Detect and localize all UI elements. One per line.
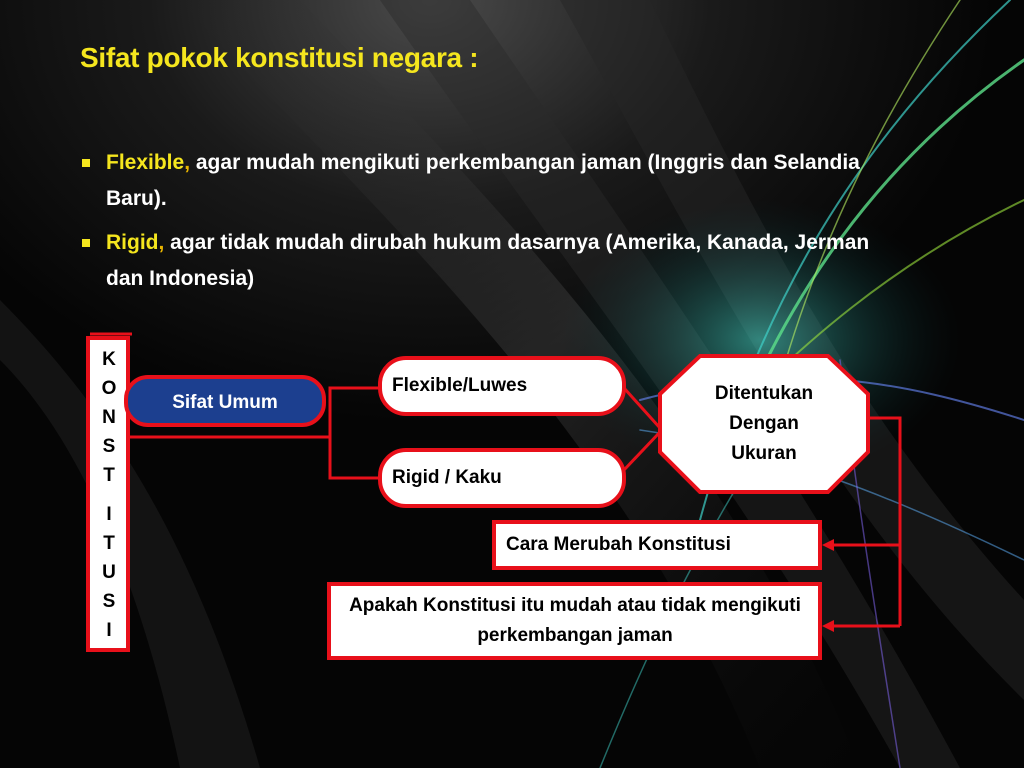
konstitusi-letter: U: [102, 562, 116, 583]
rigid-label: Rigid / Kaku: [392, 467, 502, 488]
apakah-label: Apakah Konstitusi itu mudah atau tidak mengikuti perkembangan jaman: [349, 595, 801, 646]
sifat-umum-label: Sifat Umum: [172, 392, 278, 413]
connector-rigid-octagon: [624, 432, 660, 470]
konstitusi-letter: T: [103, 533, 115, 554]
konstitusi-letter: S: [102, 591, 116, 612]
konstitusi-letter: I: [106, 620, 112, 641]
ditentukan-label: Ditentukan Dengan Ukuran: [714, 383, 814, 464]
connector-flexible-octagon: [624, 388, 660, 428]
konstitusi-letter: S: [102, 436, 116, 457]
konstitusi-letter: T: [103, 465, 115, 486]
bullet-text: agar mudah mengikuti perkembangan jaman (Inggris dan Selandia Baru).: [106, 151, 860, 210]
bullet-comma: ,: [184, 151, 191, 174]
konstitusi-letter: N: [102, 407, 116, 428]
konstitusi-letter: K: [102, 349, 116, 370]
slide-title: Sifat pokok konstitusi negara :: [80, 42, 479, 73]
connector-bracket: [330, 388, 384, 478]
arrow-to-cara-icon: [822, 539, 834, 551]
bullet-comma: ,: [158, 231, 165, 254]
konstitusi-letter: I: [106, 504, 112, 525]
arrow-to-apakah-icon: [822, 620, 834, 632]
bullet-keyword: Flexible: [106, 151, 185, 174]
bullet-text: agar tidak mudah dirubah hukum dasarnya (Amerika, Kanada, Jerman dan Indonesia): [106, 231, 870, 290]
flexible-label: Flexible/Luwes: [392, 375, 528, 396]
konstitusi-letter: O: [101, 378, 117, 399]
connector-right-bracket: [868, 418, 900, 626]
bullet-keyword: Rigid: [106, 231, 159, 254]
cara-merubah-label: Cara Merubah Konstitusi: [506, 534, 731, 555]
